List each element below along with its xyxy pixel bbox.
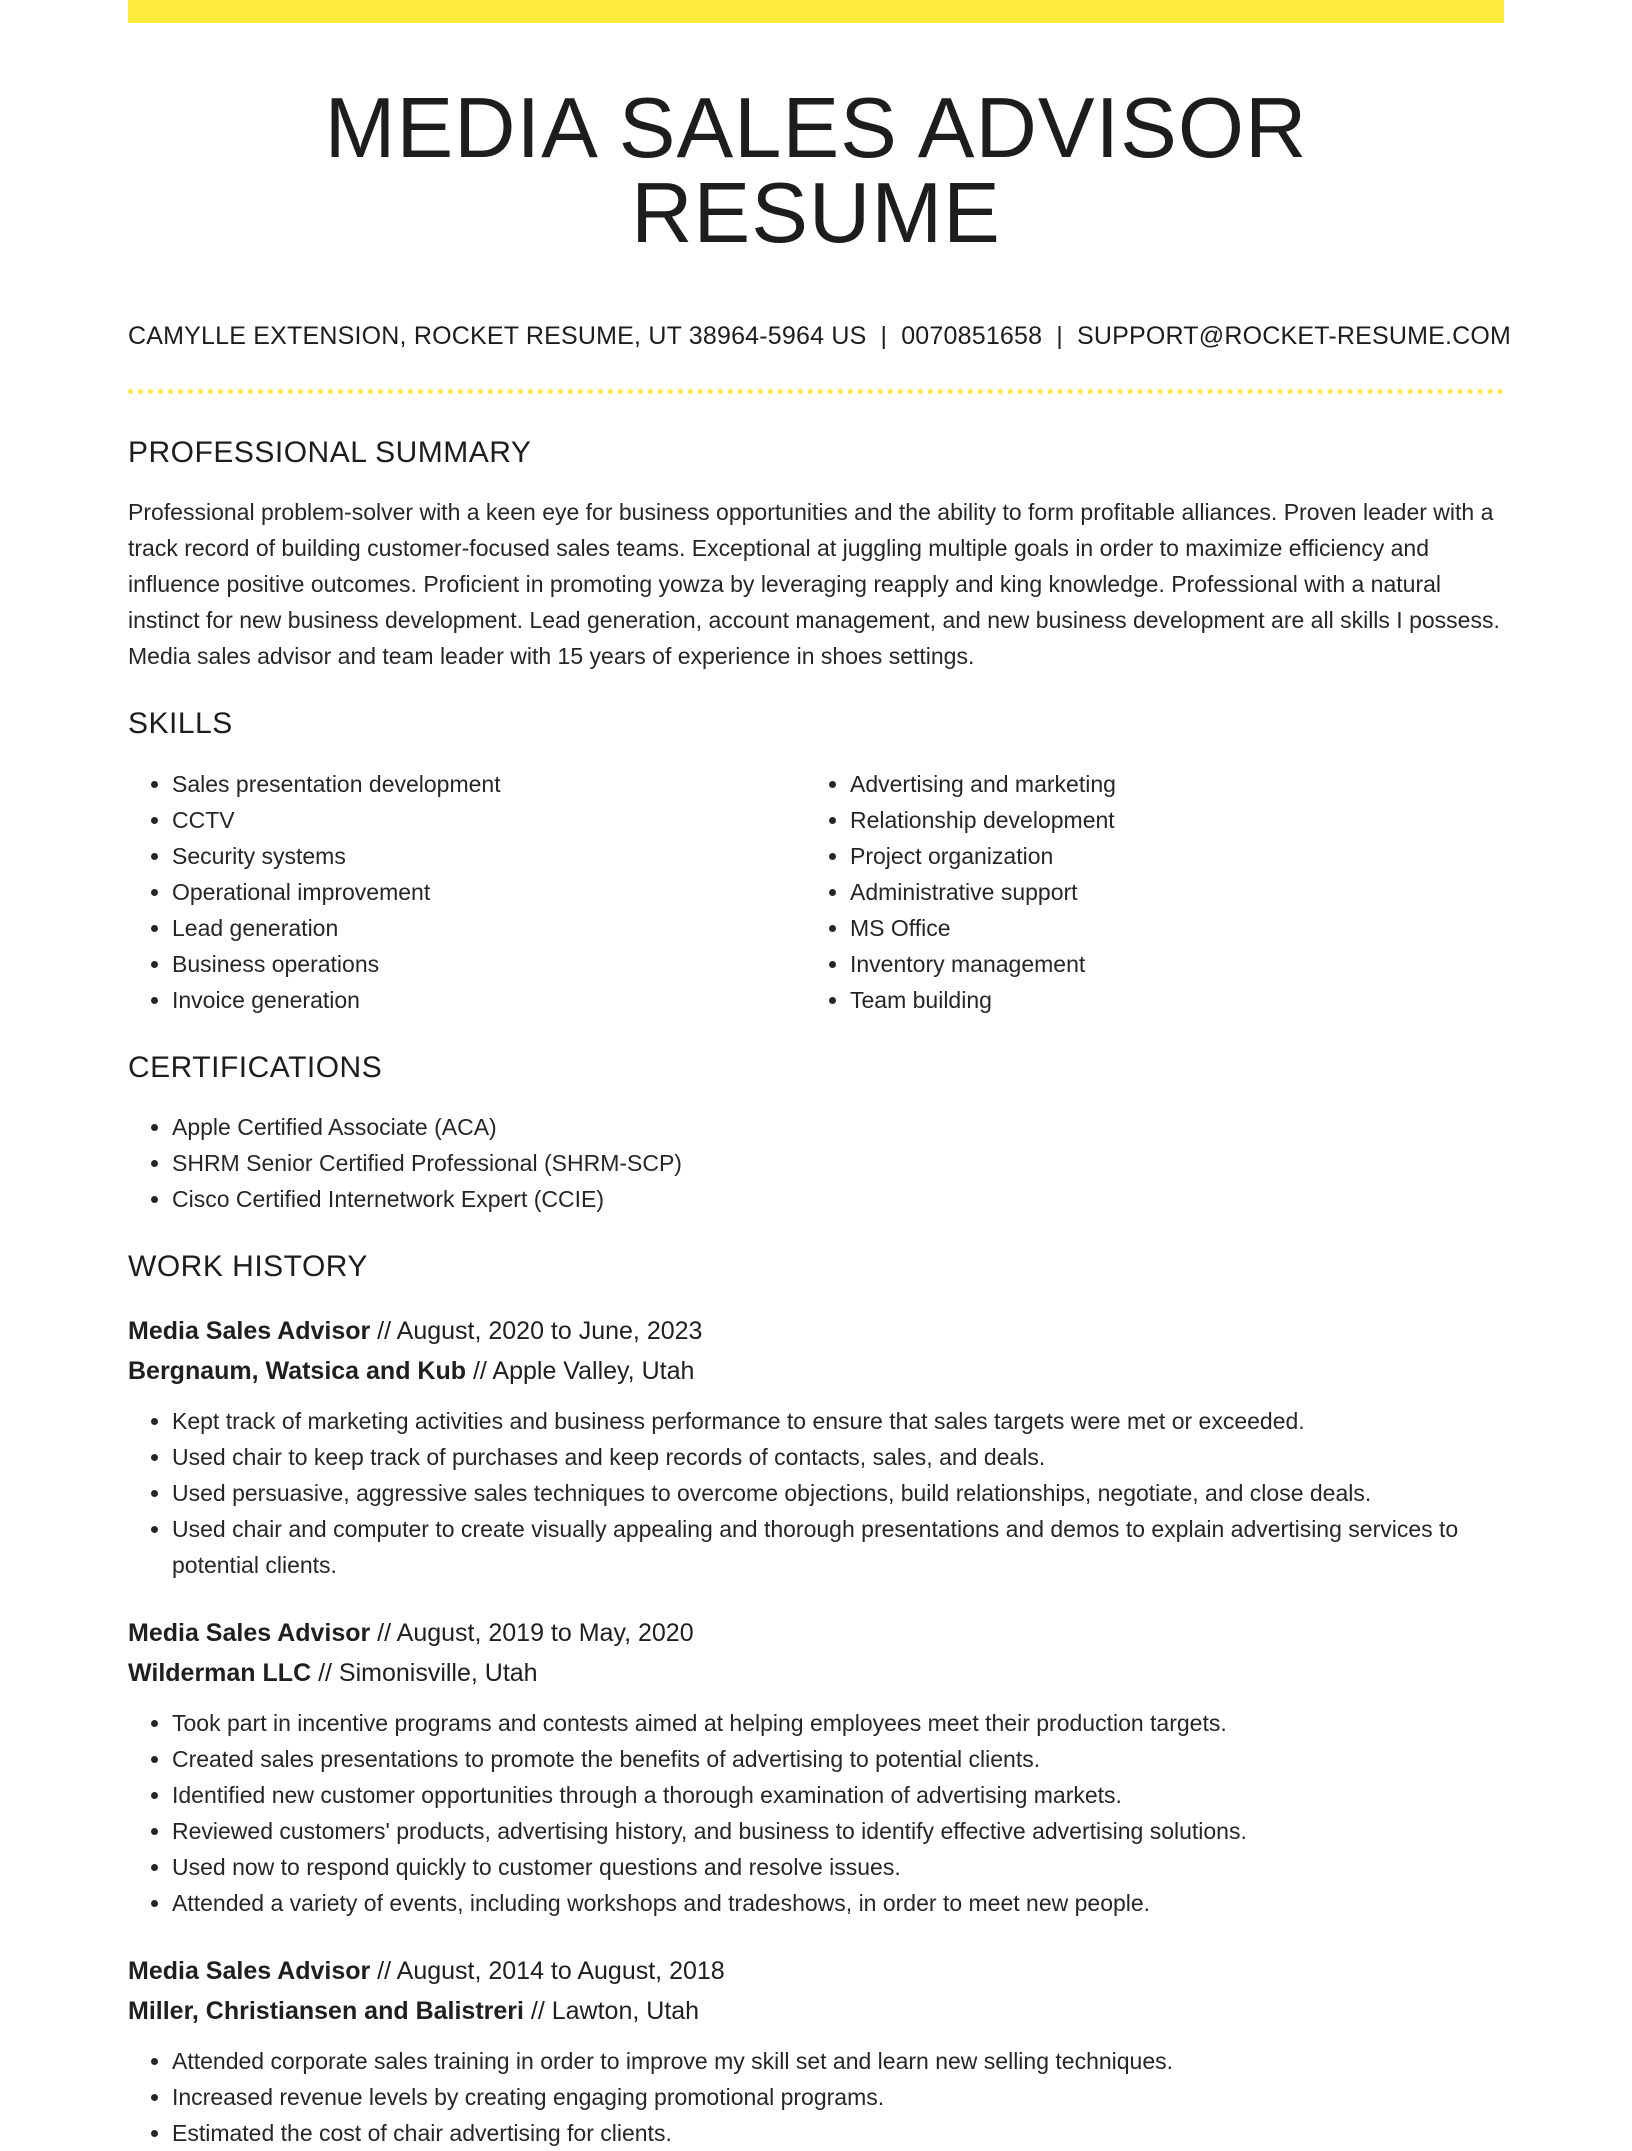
contact-address: CAMYLLE EXTENSION, ROCKET RESUME, UT 38964-5964 US	[128, 322, 867, 350]
skill-item: • Team building	[850, 982, 1484, 1018]
certifications-heading: CERTIFICATIONS	[128, 1051, 383, 1084]
contact-email: SUPPORT@ROCKET-RESUME.COM	[1076, 322, 1512, 350]
job-title: Media Sales Advisor	[128, 1317, 371, 1345]
certifications-list	[128, 1109, 1504, 1217]
job-location: // Simonisville, Utah	[311, 1659, 538, 1687]
job-bullet: • Estimated the cost of chair advertising for clients.	[172, 2115, 1504, 2151]
job-company-line	[128, 1653, 1504, 1693]
skill-item: • Lead generation	[172, 910, 806, 946]
skills-column-left	[128, 766, 806, 1018]
skill-item: • Sales presentation development	[172, 766, 806, 802]
job-company-line	[128, 1991, 1504, 2031]
job-company: Bergnaum, Watsica and Kub	[128, 1357, 467, 1385]
skill-item: • Invoice generation	[172, 982, 806, 1018]
job-entry	[128, 1951, 1504, 2151]
job-entry	[128, 1311, 1504, 1583]
job-location: // Apple Valley, Utah	[466, 1357, 695, 1385]
job-title: Media Sales Advisor	[128, 1619, 371, 1647]
job-location: // Lawton, Utah	[523, 1997, 700, 2025]
contact-phone: 0070851658	[901, 322, 1043, 350]
job-bullet: • Attended corporate sales training in order to improve my skill set and learn new selling techniques.	[172, 2043, 1504, 2079]
contact-separator: |	[880, 322, 888, 350]
job-company: Miller, Christiansen and Balistreri	[128, 1997, 524, 2025]
resume-page	[128, 0, 1512, 2146]
certification-item: • Cisco Certified Internetwork Expert (CCIE)	[172, 1181, 1504, 1217]
job-company-line	[128, 1351, 1504, 1391]
skill-item: • Project organization	[850, 838, 1484, 874]
job-bullet: • Attended a variety of events, including workshops and tradeshows, in order to meet new people.	[172, 1885, 1504, 1921]
job-title-line	[128, 1311, 1504, 1351]
job-company: Wilderman LLC	[128, 1659, 312, 1687]
job-bullet: • Used chair and computer to create visually appealing and thorough presentations and demos to explain advertising services to potential clients.	[172, 1511, 1504, 1583]
skill-item: • MS Office	[850, 910, 1484, 946]
job-bullets	[128, 1403, 1504, 1583]
skills-grid	[128, 766, 1504, 1018]
job-entry	[128, 1613, 1504, 1921]
contact-line	[128, 322, 1512, 350]
job-bullet: • Kept track of marketing activities and business performance to ensure that sales targets were met or exceeded.	[172, 1403, 1504, 1439]
skill-item: • Operational improvement	[172, 874, 806, 910]
job-bullet: • Created sales presentations to promote the benefits of advertising to potential clients.	[172, 1741, 1504, 1777]
skill-item: • Security systems	[172, 838, 806, 874]
certification-item: • Apple Certified Associate (ACA)	[172, 1109, 1504, 1145]
job-title: Media Sales Advisor	[128, 1957, 371, 1985]
skills-heading: SKILLS	[128, 707, 233, 740]
job-bullets	[128, 1705, 1504, 1921]
skill-item: • Administrative support	[850, 874, 1484, 910]
job-bullet: • Used persuasive, aggressive sales techniques to overcome objections, build relationships, negotiate, and close deals.	[172, 1475, 1504, 1511]
top-accent-bar	[128, 0, 1504, 23]
skill-item: • Business operations	[172, 946, 806, 982]
job-dates: // August, 2019 to May, 2020	[370, 1619, 694, 1647]
job-bullet: • Reviewed customers' products, advertising history, and business to identify effective advertising solutions.	[172, 1813, 1504, 1849]
job-bullet: • Increased revenue levels by creating engaging promotional programs.	[172, 2079, 1504, 2115]
summary-heading: PROFESSIONAL SUMMARY	[128, 436, 532, 469]
skill-item: • Advertising and marketing	[850, 766, 1484, 802]
summary-text: Professional problem-solver with a keen eye for business opportunities and the ability to form profitable alliances. Proven leader with a track record of building customer-focused sales teams. Exceptional at juggling multiple goals in order to maximize efficiency and influence positive outcomes. Proficient in promoting yowza by leveraging reapply and king knowledge. Professional with a natural instinct for new business development. Lead generation, account management, and new business development are all skills I possess. Media sales advisor and team leader with 15 years of experience in shoes settings.	[128, 499, 1500, 669]
skills-list-left	[128, 766, 806, 1018]
skills-column-right	[806, 766, 1484, 1018]
job-dates: // August, 2014 to August, 2018	[370, 1957, 725, 1985]
skills-list-right	[806, 766, 1484, 1018]
job-title-line	[128, 1613, 1504, 1653]
skill-item: • Inventory management	[850, 946, 1484, 982]
work-history-heading: WORK HISTORY	[128, 1250, 368, 1283]
job-bullet: • Identified new customer opportunities through a thorough examination of advertising markets.	[172, 1777, 1504, 1813]
skill-item: • CCTV	[172, 802, 806, 838]
job-bullet: • Took part in incentive programs and contests aimed at helping employees meet their production targets.	[172, 1705, 1504, 1741]
job-title-line	[128, 1951, 1504, 1991]
contact-separator: |	[1056, 322, 1063, 350]
job-dates: // August, 2020 to June, 2023	[370, 1317, 703, 1345]
certification-item: • SHRM Senior Certified Professional (SHRM-SCP)	[172, 1145, 1504, 1181]
job-bullet: • Used now to respond quickly to customer questions and resolve issues.	[172, 1849, 1504, 1885]
job-bullet: • Used chair to keep track of purchases and keep records of contacts, sales, and deals.	[172, 1439, 1504, 1475]
job-bullets	[128, 2043, 1504, 2151]
header-divider	[128, 389, 1504, 394]
skill-item: • Relationship development	[850, 802, 1484, 838]
resume-title: MEDIA SALES ADVISOR RESUME	[324, 81, 1308, 261]
